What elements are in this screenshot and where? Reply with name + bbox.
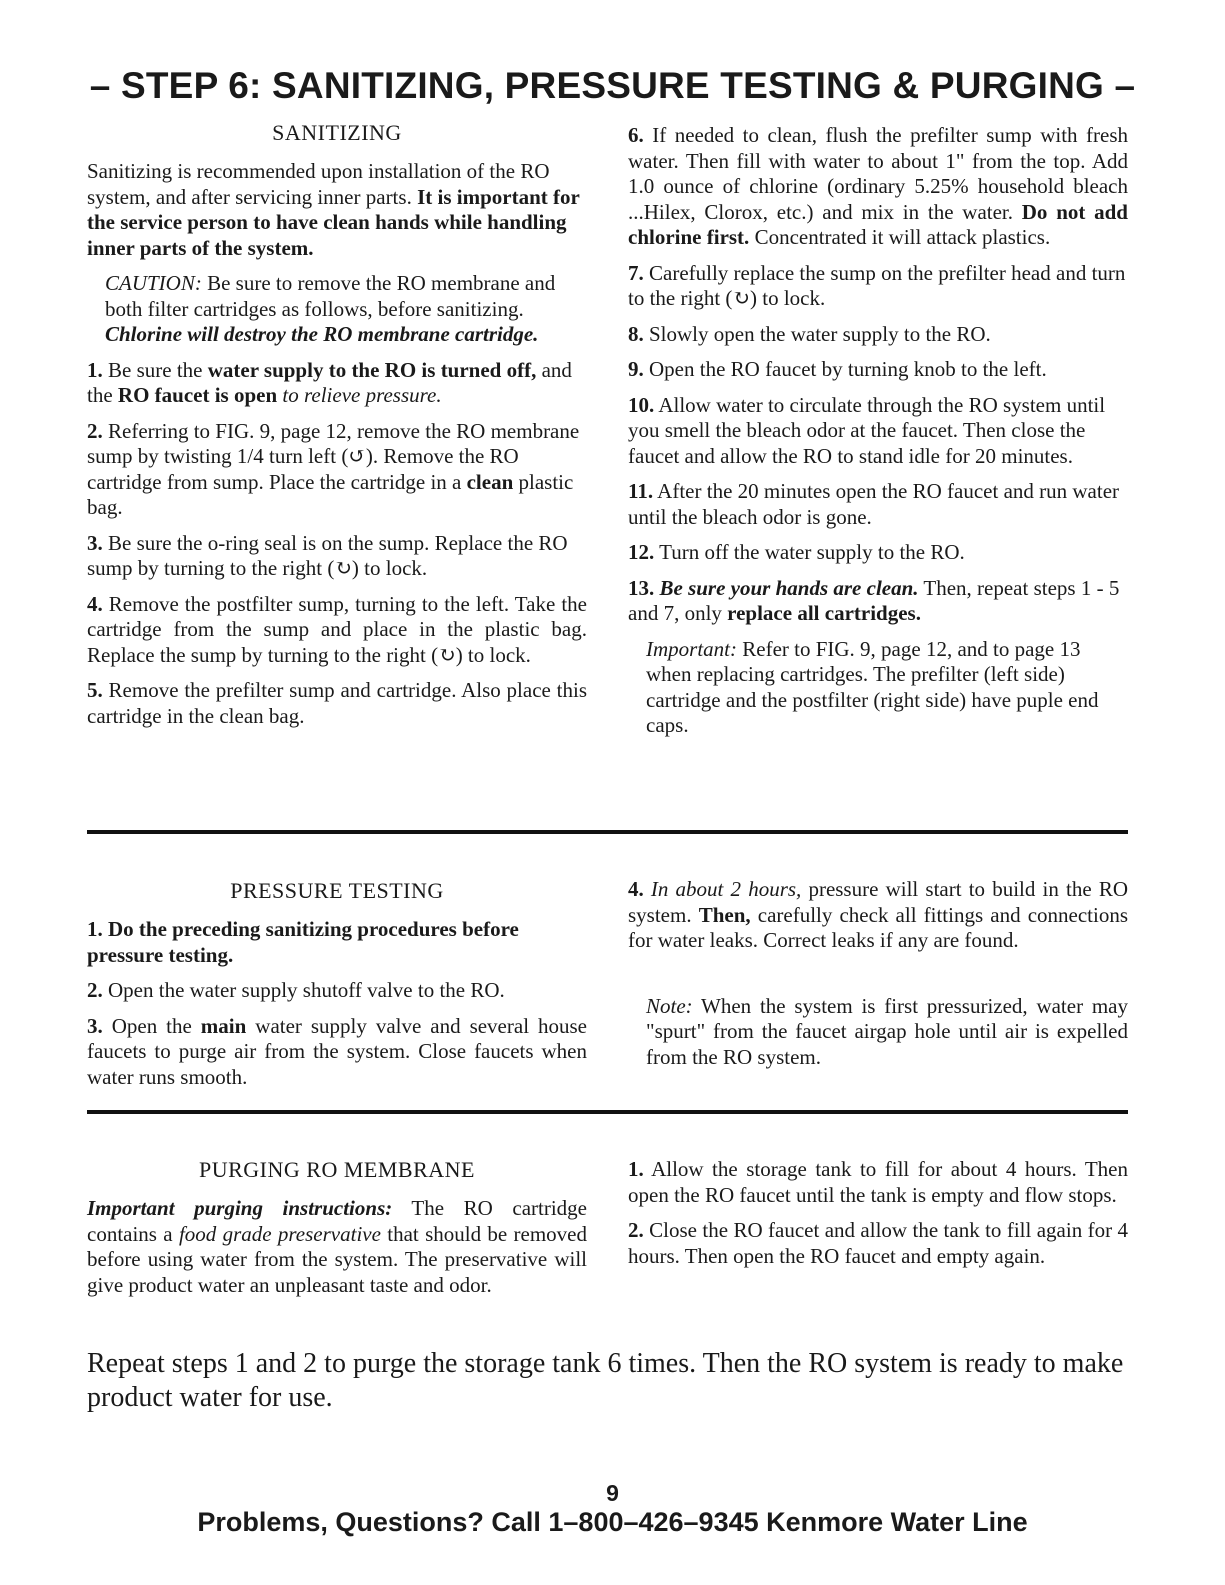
purging-step-2: 2. Close the RO faucet and allow the tank to fill again for 4 hours. Then open the RO faucet and empty again. — [628, 1218, 1128, 1268]
important-note: Important: Refer to FIG. 9, page 12, and to page 13 when replacing cartridges. The prefilter (left side) cartridge and the postfilter (right side) have puple end caps. — [646, 636, 1099, 737]
sanitizing-step-10: 10. Allow water to circulate through the RO system until you smell the bleach odor at the faucet. Then close the faucet and allow the RO to stand idle for 20 minutes. — [628, 392, 1106, 468]
sanitizing-step-7: 7. Carefully replace the sump on the prefilter head and turn to the right (↻) to lock. — [628, 260, 1126, 310]
pressure-title: PRESSURE TESTING — [230, 878, 444, 903]
caution-note: CAUTION: Be sure to remove the RO membrane and both filter cartridges as follows, before sanitizing. Chlorine will destroy the RO membrane cartridge. — [105, 271, 556, 346]
sanitizing-step-5: 5. Remove the prefilter sump and cartridge. Also place this cartridge in the clean bag. — [87, 678, 587, 728]
sanitizing-intro: Sanitizing is recommended upon installation of the RO system, and after servicing inner parts. It is important for the service person to have clean hands while handling inner parts of the system. — [87, 159, 580, 260]
sanitizing-step-6: 6. If needed to clean, flush the prefilter sump with fresh water. Then fill with water to about 1" from the top. Add 1.0 ounce of chlorine (ordinary 5.25% household bleach ...Hilex, Clorox, etc.) and mix in the water. Do not add chlorine first. Concentrated it will attack plastics. — [628, 123, 1128, 249]
purging-left-column — [87, 1156, 587, 1308]
sanitizing-step-13: 13. Be sure your hands are clean. Then, repeat steps 1 - 5 and 7, only replace all cartridges. — [628, 575, 1120, 625]
closing-instruction: Repeat steps 1 and 2 to purge the storage tank 6 times. Then the RO system is ready to make product water for use. — [87, 1348, 1124, 1413]
section-divider — [87, 1110, 1128, 1114]
pressure-step-1: 1. Do the preceding sanitizing procedures before pressure testing. — [87, 917, 519, 967]
sanitizing-step-11: 11. After the 20 minutes open the RO faucet and run water until the bleach odor is gone. — [628, 479, 1120, 529]
pressure-left-column — [87, 877, 587, 1100]
sanitizing-step-2: 2. Referring to FIG. 9, page 12, remove the RO membrane sump by twisting 1/4 turn left (↺). Remove the RO cartridge from sump. Place the cartridge in a clean plastic bag. — [87, 418, 580, 519]
page-heading: – STEP 6: SANITIZING, PRESSURE TESTING & PURGING – — [89, 65, 1136, 106]
purging-intro: Important purging instructions: The RO cartridge contains a food grade preservative that should be removed before using water from the system. The preservative will give product water an unpleasant taste and odor. — [87, 1196, 587, 1297]
sanitizing-step-8: 8. Slowly open the water supply to the RO. — [628, 321, 991, 346]
footer-helpline: Problems, Questions? Call 1–800–426–9345 Kenmore Water Line — [197, 1507, 1028, 1537]
pressure-note: Note: When the system is first pressurized, water may "spurt" from the faucet airgap hole until air is expelled from the RO system. — [646, 993, 1128, 1069]
section-divider — [87, 830, 1128, 834]
pressure-step-2: 2. Open the water supply shutoff valve to the RO. — [87, 978, 505, 1002]
sanitizing-title: SANITIZING — [272, 120, 402, 145]
pressure-step-3: 3. Open the main water supply valve and several house faucets to purge air from the system. Close faucets when water runs smooth. — [87, 1013, 587, 1089]
sanitizing-right-column — [628, 123, 1128, 749]
pressure-right-column — [628, 877, 1128, 1080]
purging-step-1: 1. Allow the storage tank to fill for about 4 hours. Then open the RO faucet until the tank is empty and flow stops. — [628, 1157, 1128, 1207]
sanitizing-left-column — [87, 119, 587, 739]
sanitizing-step-3: 3. Be sure the o-ring seal is on the sump. Replace the RO sump by turning to the right (↻) to lock. — [87, 530, 568, 580]
sanitizing-step-12: 12. Turn off the water supply to the RO. — [628, 540, 965, 564]
page-number: 9 — [606, 1480, 619, 1506]
pressure-step-4: 4. In about 2 hours, pressure will start to build in the RO system. Then, carefully check all fittings and connections for water leaks. Correct leaks if any are found. — [628, 877, 1128, 952]
sanitizing-step-1: 1. Be sure the water supply to the RO is turned off, and the RO faucet is open to relieve pressure. — [87, 357, 572, 407]
purging-title: PURGING RO MEMBRANE — [199, 1157, 475, 1182]
sanitizing-step-9: 9. Open the RO faucet by turning knob to the left. — [628, 357, 1047, 381]
purging-right-column — [628, 1157, 1128, 1279]
sanitizing-step-4: 4. Remove the postfilter sump, turning to the left. Take the cartridge from the sump and place in the plastic bag. Replace the sump by turning to the right (↻) to lock. — [87, 591, 587, 667]
